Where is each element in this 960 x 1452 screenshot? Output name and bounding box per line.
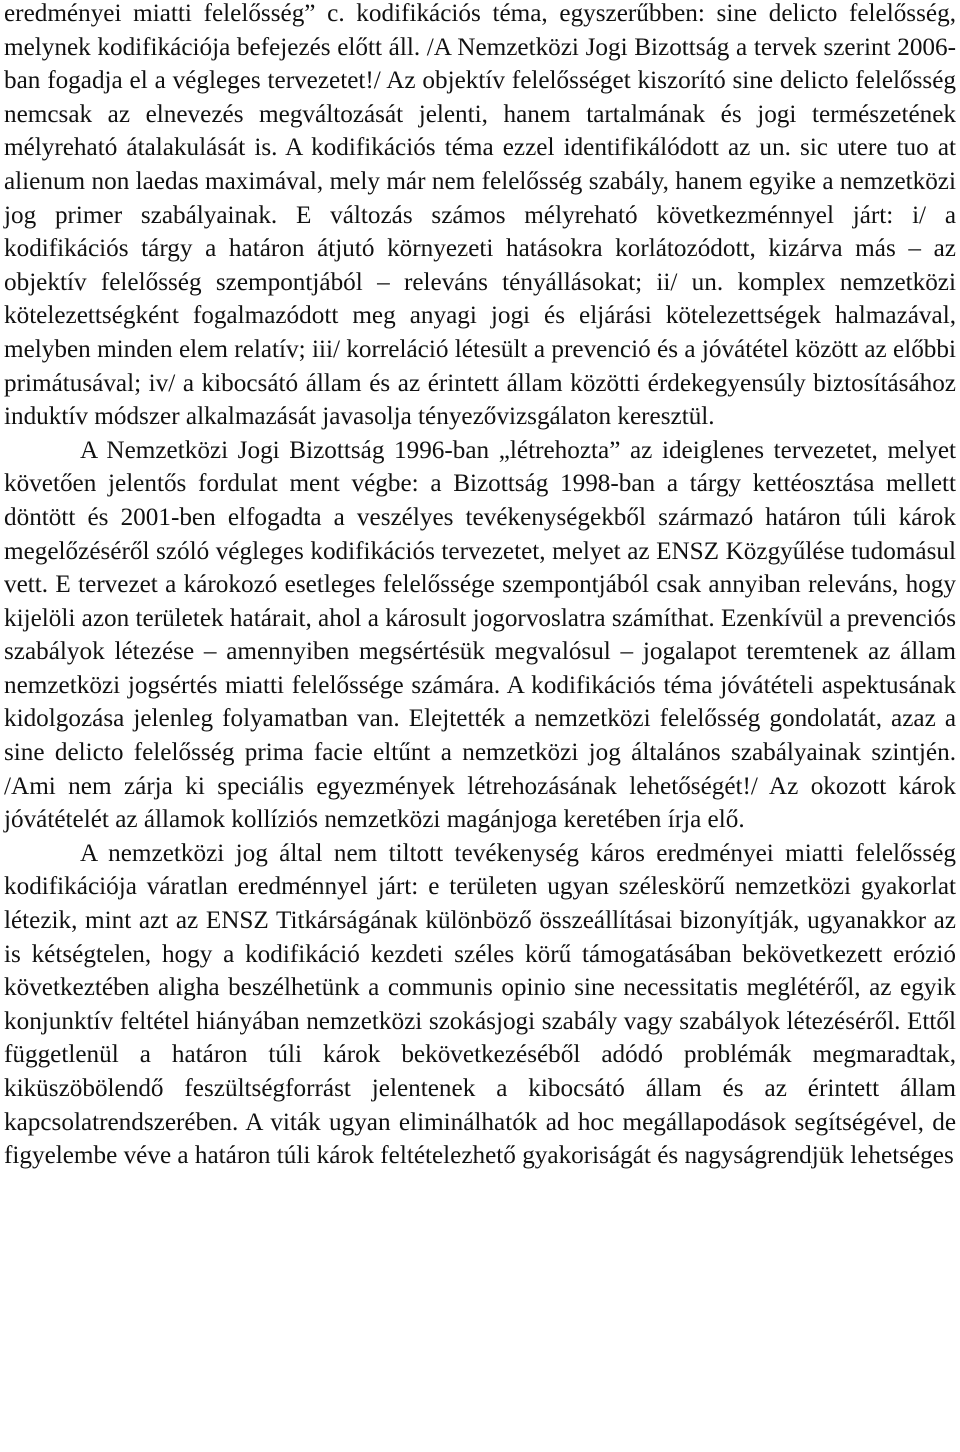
paragraph-2: A Nemzetközi Jogi Bizottság 1996-ban „létrehozta” az ideiglenes tervezetet, melyet követően jelentős fordulat ment végbe: a Bizottság 1998-ban a tárgy kettéosztása mellett döntött és 2001-ben elfogadta a veszélyes tevékenységekből származó határon túli károk megelőzéséről szóló végleges kodifikációs tervezetet, melyet az ENSZ Közgyűlése tudomásul vett. E tervezet a károkozó esetleges felelőssége szempontjából csak annyiban releváns, hogy kijelöli azon területek határait, ahol a károsult jogorvoslatra számíthat. Ezenkívül a prevenciós szabályok létezése – amennyiben megsértésük megvalósul – jogalapot teremtenek az állam nemzetközi jogsértés miatti felelőssége számára. A kodifikációs téma jóvátételi aspektusának kidolgozása jelenleg folyamatban van. Elejtették a nemzetközi felelősség gondolatát, azaz a sine delicto felelősség prima facie eltűnt a nemzetközi jog általános szabályainak szintjén. /Ami nem zárja ki speciális egyezmények létrehozásának lehetőségét!/ Az okozott károk jóvátételét az államok kollíziós nemzetközi magánjoga keretében írja elő. <box>4 436 956 834</box>
paragraph-1: eredményei miatti felelősség” c. kodifikációs téma, egyszerűbben: sine delicto felelősség, melynek kodifikációja befejezés előtt áll. /A Nemzetközi Jogi Bizottság a tervek szerint 2006-ban fogadja el a végleges tervezetet!/ Az objektív felelősséget kiszorító sine delicto felelősség nemcsak az elnevezés megváltozását jelenti, hanem tartalmának és jogi természetének mélyreható átalakulását is. A kodifikációs téma ezzel identifikálódott az un. sic utere tuo at alienum non laedas maximával, mely már nem felelősség szabály, hanem egyike a nemzetközi jog primer szabályainak. E változás számos mélyreható következménnyel járt: i/ a kodifikációs tárgy a határon átjutó környezeti hatásokra korlátozódott, kizárva más – az objektív felelősség szempontjából – releváns tényállásokat; ii/ un. komplex nemzetközi kötelezettségként fogalmazódott meg anyagi jogi és eljárási kötelezettségek halmazával, melyben minden elem relatív; iii/ korreláció létesült a prevenció és a jóvátétel között az előbbi primátusával; iv/ a kibocsátó állam és az érintett állam közötti érdekegyensúly biztosításához induktív módszer alkalmazását javasolja tényezővizsgálaton keresztül. <box>4 0 956 431</box>
paragraph-3: A nemzetközi jog által nem tiltott tevékenység káros eredményei miatti felelősség kodifikációja váratlan eredménnyel járt: e területen ugyan széleskörű nemzetközi gyakorlat létezik, mint azt az ENSZ Titkárságának különböző összeállításai bizonyítják, ugyanakkor az is kétségtelen, hogy a kodifikáció kezdeti széles körű támogatásában bekövetkezett erózió következtében aligha beszélhetünk a communis opinio sine necessitatis meglétéről, az egyik konjunktív feltétel hiányában nemzetközi szokásjogi szabály vagy szabályok létezéséről. Ettől függetlenül a határon túli károk bekövetkezéséből adódó problémák megmaradtak, kiküszöbölendő feszültségforrást jelentenek a kibocsátó állam és az érintett állam kapcsolatrendszerében. A viták ugyan eliminálhatók ad hoc megállapodások segítségével, de figyelembe véve a határon túli károk feltételezhető gyakoriságát és nagyságrendjük lehetséges <box>4 839 956 1170</box>
